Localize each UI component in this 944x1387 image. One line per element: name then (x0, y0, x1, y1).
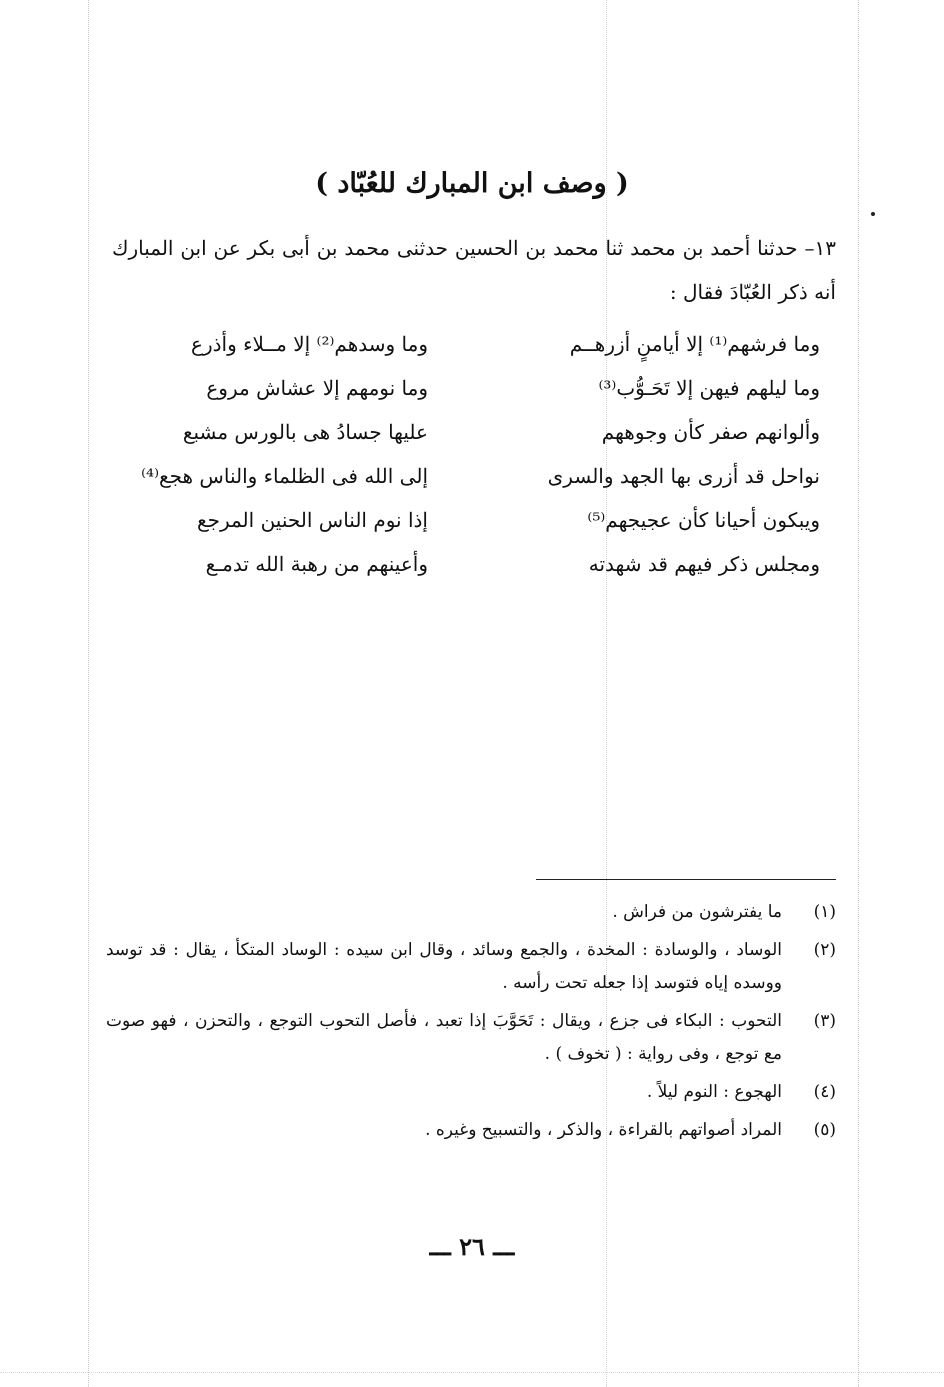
poem-verse (128, 322, 820, 366)
footnote (106, 934, 836, 1000)
footnote-number: (٣) (813, 1011, 836, 1031)
scan-guide-line (88, 0, 89, 1387)
footnote-text: الوساد ، والوسادة : المخدة ، والجمع وسائد ، وقال ابن سيده : الوساد المتكأ ، يقال : قد توسد ووسده إياه فتوسد إذا جعله تحت رأسه . (106, 940, 782, 993)
footnote (106, 1076, 836, 1109)
footnote-text: الهجوع : النوم ليلاً . (646, 1082, 782, 1102)
footnote-divider (536, 879, 836, 880)
verse-second-hemistich: وما وسدهم⁽²⁾ إلا مــلاء وأذرع (191, 332, 428, 356)
section-title: ( وصف ابن المبارك للعُبّاد ) (315, 168, 629, 199)
poem-verse (128, 410, 820, 454)
verse-first-hemistich: وما ليلهم فيهن إلا تَحَـوُّب⁽³⁾ (598, 376, 820, 400)
footnotes (106, 896, 836, 1152)
hadith-paragraph: ١٣– حدثنا أحمد بن محمد ثنا محمد بن الحسين حدثنى محمد بن أبى بكر عن ابن المبارك أنه ذكر العُبّادَ فقال : (112, 236, 836, 304)
footnote (106, 1005, 836, 1071)
verse-first-hemistich: وألوانهم صفر كأن وجوههم (601, 420, 820, 444)
scan-guide-line (0, 1372, 944, 1373)
poem-verse (128, 366, 820, 410)
footnote (106, 1114, 836, 1147)
verse-first-hemistich: وما فرشهم⁽¹⁾ إلا أيامنٍ أزرهــم (569, 332, 820, 356)
footnote-text: المراد أصواتهم بالقراءة ، والذكر ، والتسبيح وغيره . (425, 1120, 782, 1140)
scan-guide-line (858, 0, 859, 1387)
footnote-text: ما يفترشون من فراش . (612, 902, 782, 922)
footnote (106, 896, 836, 929)
verse-first-hemistich: ومجلس ذكر فيهم قد شهدته (588, 552, 820, 576)
verse-second-hemistich: إذا نوم الناس الحنين المرجع (196, 508, 428, 532)
footnote-number: (٢) (813, 940, 836, 960)
footnote-number: (٥) (813, 1120, 836, 1140)
verse-second-hemistich: وما نومهم إلا عشاش مروع (206, 376, 428, 400)
poem-verse (128, 498, 820, 542)
ink-dot (871, 212, 875, 216)
poem-verse (128, 542, 820, 586)
scan-guide-line (606, 0, 607, 1387)
footnote-text: التحوب : البكاء فى جزع ، ويقال : تَحَوَّبَ إذا تعبد ، فأصل التحوب التوجع ، والتحزن ، فهو صوت مع توجع ، وفى رواية : ( تخوف ) . (106, 1011, 782, 1064)
poem-verse (128, 454, 820, 498)
page-number: ـــ ٢٦ ـــ (429, 1232, 515, 1261)
footnote-number: (٤) (813, 1082, 836, 1102)
verse-first-hemistich: نواحل قد أزرى بها الجهد والسرى (547, 464, 820, 488)
verse-second-hemistich: وأعينهم من رهبة الله تدمـع (205, 552, 428, 576)
verse-second-hemistich: إلى الله فى الظلماء والناس هجع⁽⁴⁾ (141, 464, 428, 488)
verse-first-hemistich: ويبكون أحيانا كأن عجيجهم⁽⁵⁾ (587, 508, 820, 532)
footnote-number: (١) (813, 902, 836, 922)
poem (128, 322, 820, 586)
verse-second-hemistich: عليها جسادُ هى بالورس مشبع (182, 420, 428, 444)
